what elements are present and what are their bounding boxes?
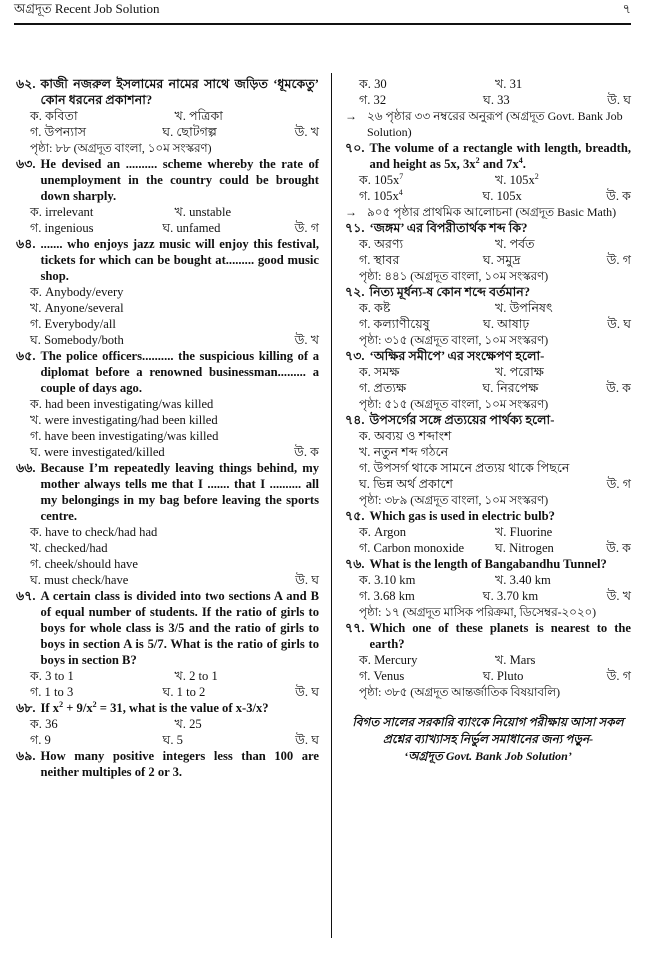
option: খ. নতুন শব্দ গঠনে: [359, 445, 449, 459]
answer: উ. গ: [606, 477, 631, 491]
option: খ. Mars: [495, 653, 536, 667]
page-header: [14, 3, 631, 21]
answer: উ. ঘ: [607, 317, 631, 331]
option: ক. Anybody/every: [30, 285, 124, 299]
option: ক. have to check/had had: [30, 525, 158, 539]
question-64: ৬৪. ....... who enjoys jazz music will enjoy this festival, tickets for which can be bought at......... good music shop. ক. Anybody/every খ. Anyone/several গ. Everybody/all ঘ. Somebody/both উ. খ: [16, 237, 319, 347]
question-67: ৬৭. A certain class is divided into two sections A and B of equal number of students. If the ratio of girls to boys for whole class is 3/5 and the ratio of girls to boys in section A is 5/7. What is the ratio of girls to boys in section B? ক. 3 to 1 খ. 2 to 1 গ. 1 to 3 ঘ. 1 to 2 উ. ঘ: [16, 589, 319, 699]
question-text: If $x^2 + 9/x^2 = 31$, what is the value of x-3/x?: [40, 699, 269, 715]
option: খ. checked/had: [30, 541, 108, 555]
answer: উ. ঘ: [295, 733, 319, 747]
question-text: Which one of these planets is nearest to the earth?: [369, 621, 631, 651]
answer: উ. গ: [606, 669, 631, 683]
answer: উ. ক: [606, 381, 631, 395]
question-text: Because I’m repeatedly leaving things behind, my mother always tells me that I ....... that I .......... all my belongings in my bag before leaving the sports centre.: [40, 461, 319, 523]
answer: উ. ক: [294, 445, 319, 459]
question-text: কাজী নজরুল ইসলামের নামের সাথে জড়িত ‘ধূমকেতু’ কোন ধরনের প্রকাশনা?: [40, 77, 319, 107]
question-text: He devised an .......... scheme whereby the rate of unemployment in the country could be brought down sharply.: [40, 157, 319, 203]
question-text: The police officers.......... the suspicious killing of a diplomat before a renowned businessman......... a couple of days ago.: [40, 349, 319, 395]
option: ঘ. were investigated/killed: [30, 445, 165, 459]
option: ঘ. ছোটগল্প: [162, 125, 217, 139]
answer: উ. ক: [606, 189, 631, 203]
promo-footer: বিগত সালের সরকারি ব্যাংকে নিয়োগ পরীক্ষায় আসা সকল প্রশ্নের ব্যাখ্যাসহ নির্ভুল সমাধানের জন্য পড়ুন- ‘অগ্রদূত Govt. Bank Job Solution’: [352, 715, 624, 763]
question-68: ৬৮. If $x^2 + 9/x^2 = 31$, what is the value of x-3/x? ক. 36 খ. 25 গ. 9 ঘ. 5 উ. ঘ: [16, 699, 319, 747]
arrow-icon: →: [345, 109, 357, 123]
option: ক. $105x^7$: [359, 171, 404, 187]
question-text: The volume of a rectangle with length, breadth, and height as 5x, $3x^2$ and $7x^4$.: [369, 141, 631, 171]
option: খ. 3.40 km: [495, 573, 551, 587]
question-text: Which gas is used in electric bulb?: [369, 509, 555, 523]
option: খ. Anyone/several: [30, 301, 124, 315]
question-text: ....... who enjoys jazz music will enjoy this festival, tickets for which can be bought at......... good music shop.: [40, 237, 319, 283]
question-73: ৭৩. ‘অক্ষির সমীপে’ এর সংক্ষেপণ হলো- ক. সমক্ষ খ. পরোক্ষ গ. প্রত্যক্ষ ঘ. নিরপেক্ষ উ. ক পৃষ্ঠা: ৫১৫ (অগ্রদূত বাংলা, ১০ম সংস্করণ): [345, 349, 631, 411]
option: ক. কবিতা: [30, 109, 78, 123]
option: গ. উপন্যাস: [30, 125, 87, 139]
question-77: ৭৭. Which one of these planets is nearest to the earth? ক. Mercury খ. Mars গ. Venus ঘ. Pluto উ. গ পৃষ্ঠা: ৩৮৫ (অগ্রদূত আন্তর্জাতিক বিষয়াবলি): [345, 621, 631, 699]
option: ঘ. ভিন্ন অর্থ প্রকাশে: [359, 477, 453, 491]
option: খ. $105x^2$: [495, 171, 539, 187]
option: ঘ. 1 to 2: [162, 685, 206, 699]
option: গ. Carbon monoxide: [359, 541, 465, 555]
option: ঘ. সমুদ্র: [482, 253, 521, 267]
option: গ. 1 to 3: [30, 685, 74, 699]
option: খ. পর্বত: [495, 237, 535, 251]
answer: উ. গ: [606, 253, 631, 267]
option: ঘ. আষাঢ়: [483, 317, 530, 331]
question-65: ৬৫. The police officers.......... the suspicious killing of a diplomat before a renowned businessman......... a couple of days ago. ক. had been investigating/was killed খ. were investigating/had been killed গ. have been investigating/was killed ঘ. were investigated/killed উ. ক: [16, 349, 319, 459]
page-number: ৭: [622, 1, 631, 16]
question-72: ৭২. নিত্য মূর্ধন্য-ষ কোন শব্দে বর্তমান? ক. কষ্ট খ. উপনিষৎ গ. কল্যাণীয়েষু ঘ. আষাঢ় উ. ঘ পৃষ্ঠা: ৩১৫ (অগ্রদূত বাংলা, ১০ম সংস্করণ): [345, 285, 631, 347]
header-rule: [14, 23, 631, 25]
option: গ. স্থাবর: [359, 253, 400, 267]
question-text: A certain class is divided into two sections A and B of equal number of students. If the ratio of girls to boys for whole class is 3/5 and the ratio of girls to boys in section A is 5/7. What is the ratio of girls to boys in section B?: [40, 589, 319, 667]
option: গ. কল্যাণীয়েষু: [359, 317, 430, 331]
answer: উ. গ: [294, 221, 319, 235]
option: ঘ. 5: [162, 733, 183, 747]
answer: উ. খ: [606, 589, 631, 603]
question-66: ৬৬. Because I’m repeatedly leaving things behind, my mother always tells me that I ....... that I .......... all my belongings in my bag before leaving the sports centre. ক. have to check/had had খ. checked/had গ. cheek/should have ঘ. must check/have উ. ঘ: [16, 461, 319, 587]
option: ক. Mercury: [359, 653, 418, 667]
option: গ. 3.68 km: [359, 589, 415, 603]
column-divider: [331, 73, 332, 938]
right-column: [345, 76, 631, 765]
option: ক. 3 to 1: [30, 669, 74, 683]
option: ক. সমক্ষ: [359, 365, 400, 379]
question-71: ৭১. ‘জঙ্গম’ এর বিপরীতার্থক শব্দ কি? ক. অরণ্য খ. পর্বত গ. স্থাবর ঘ. সমুদ্র উ. গ পৃষ্ঠা: ৪৪১ (অগ্রদূত বাংলা, ১০ম সংস্করণ): [345, 221, 631, 283]
question-69: ৬৯. How many positive integers less than 100 are neither multiples of 2 or 3.: [16, 749, 319, 779]
option: গ. Everybody/all: [30, 317, 116, 331]
answer: উ. ঘ: [295, 573, 319, 587]
option: ক. 3.10 km: [359, 573, 416, 587]
question-75: ৭৫. Which gas is used in electric bulb? ক. Argon খ. Fluorine গ. Carbon monoxide ঘ. Nitrogen উ. ক: [345, 509, 631, 555]
option: ক. কষ্ট: [359, 301, 391, 315]
option: গ. 9: [30, 733, 51, 747]
option: গ. have been investigating/was killed: [30, 429, 219, 443]
option: ঘ. must check/have: [30, 573, 129, 587]
question-63: ৬৩. He devised an .......... scheme whereby the rate of unemployment in the country could be brought down sharply. ক. irrelevant খ. unstable গ. ingenious ঘ. unfamed উ. গ: [16, 157, 319, 235]
question-text: ‘অক্ষির সমীপে’ এর সংক্ষেপণ হলো-: [369, 349, 545, 363]
question-74: ৭৪. উপসর্গের সঙ্গে প্রত্যয়ের পার্থক্য হলো- ক. অব্যয় ও শব্দাংশ খ. নতুন শব্দ গঠনে গ. উপসর্গ থাকে সামনে প্রত্যয় থাকে পিছনে ঘ. ভিন্ন অর্থ প্রকাশে উ. গ পৃষ্ঠা: ৩৮৯ (অগ্রদূত বাংলা, ১০ম সংস্করণ): [345, 413, 631, 507]
option: ঘ. Pluto: [482, 669, 524, 683]
left-column: [16, 76, 319, 780]
option: খ. পত্রিকা: [174, 109, 223, 123]
option: ঘ. নিরপেক্ষ: [482, 381, 539, 395]
option: ক. had been investigating/was killed: [30, 397, 214, 411]
option: ক. 30: [359, 77, 387, 91]
question-text: What is the length of Bangabandhu Tunnel?: [369, 557, 607, 571]
header-title: অগ্রদূত Recent Job Solution: [14, 1, 160, 16]
option: খ. 2 to 1: [174, 669, 218, 683]
option: ক. irrelevant: [30, 205, 94, 219]
option: ক. Argon: [359, 525, 407, 539]
option: ঘ. 105x: [482, 189, 522, 203]
page-reference: পৃষ্ঠা: ৩১৫ (অগ্রদূত বাংলা, ১০ম সংস্করণ): [359, 333, 549, 347]
option: ক. অব্যয় ও শব্দাংশ: [359, 429, 452, 443]
option: গ. Venus: [359, 669, 405, 683]
answer: উ. ঘ: [295, 685, 319, 699]
option: খ. were investigating/had been killed: [30, 413, 218, 427]
answer: উ. খ: [294, 333, 319, 347]
option: খ. unstable: [174, 205, 232, 219]
option: ঘ. Nitrogen: [495, 541, 554, 555]
question-69-options: [345, 76, 631, 140]
question-70: ৭০. The volume of a rectangle with length, breadth, and height as 5x, $3x^2$ and $7x^4$. ক. $105x^7$ খ. $105x^2$ গ. $105x^4$ ঘ. 105x উ. ক → ৯০৫ পৃষ্ঠার প্রাথমিক আলোচনা (অগ্রদূত Basic Math): [345, 141, 631, 219]
question-text: ‘জঙ্গম’ এর বিপরীতার্থক শব্দ কি?: [369, 221, 528, 235]
answer: উ. খ: [294, 125, 319, 139]
answer: উ. ঘ: [607, 93, 631, 107]
option: গ. cheek/should have: [30, 557, 138, 571]
question-text: How many positive integers less than 100 are neither multiples of 2 or 3.: [40, 749, 319, 779]
option: গ. উপসর্গ থাকে সামনে প্রত্যয় থাকে পিছনে: [359, 461, 570, 475]
option: খ. 31: [495, 77, 523, 91]
question-text: নিত্য মূর্ধন্য-ষ কোন শব্দে বর্তমান?: [369, 285, 531, 299]
page-reference: পৃষ্ঠা: ৩৮৫ (অগ্রদূত আন্তর্জাতিক বিষয়াবলি): [359, 685, 561, 699]
page-reference: পৃষ্ঠা: ৪৪১ (অগ্রদূত বাংলা, ১০ম সংস্করণ): [359, 269, 549, 283]
option: ক. 36: [30, 717, 58, 731]
note: → ৯০৫ পৃষ্ঠার প্রাথমিক আলোচনা (অগ্রদূত Basic Math): [345, 205, 617, 219]
option: খ. Fluorine: [495, 525, 553, 539]
option: খ. 25: [174, 717, 202, 731]
option: ঘ. 33: [483, 93, 510, 107]
question-76: ৭৬. What is the length of Bangabandhu Tunnel? ক. 3.10 km খ. 3.40 km গ. 3.68 km ঘ. 3.70 km উ. খ পৃষ্ঠা: ১৭ (অগ্রদূত মাসিক পরিক্রমা, ডিসেম্বর-২০২০): [345, 557, 631, 619]
option: খ. পরোক্ষ: [495, 365, 544, 379]
page-reference: পৃষ্ঠা: ৮৮ (অগ্রদূত বাংলা, ১০ম সংস্করণ): [30, 141, 212, 155]
question-62: ৬২. কাজী নজরুল ইসলামের নামের সাথে জড়িত ‘ধূমকেতু’ কোন ধরনের প্রকাশনা? ক. কবিতা খ. পত্রিকা গ. উপন্যাস ঘ. ছোটগল্প উ. খ পৃষ্ঠা: ৮৮ (অগ্রদূত বাংলা, ১০ম সংস্করণ): [16, 77, 319, 155]
option: গ. $105x^4$: [359, 187, 403, 203]
answer: উ. ক: [606, 541, 631, 555]
question-text: উপসর্গের সঙ্গে প্রত্যয়ের পার্থক্য হলো-: [369, 413, 555, 427]
option: গ. ingenious: [30, 221, 94, 235]
option: ঘ. Somebody/both: [30, 333, 124, 347]
option: গ. প্রত্যক্ষ: [359, 381, 407, 395]
option: ঘ. 3.70 km: [482, 589, 539, 603]
note: → ২৬ পৃষ্ঠার ৩৩ নম্বরের অনুরূপ (অগ্রদূত Govt. Bank Job Solution): [345, 109, 623, 139]
option: খ. উপনিষৎ: [495, 301, 553, 315]
page-reference: পৃষ্ঠা: ৫১৫ (অগ্রদূত বাংলা, ১০ম সংস্করণ): [359, 397, 549, 411]
page-reference: পৃষ্ঠা: ১৭ (অগ্রদূত মাসিক পরিক্রমা, ডিসেম্বর-২০২০): [359, 605, 597, 619]
option: গ. 32: [359, 93, 387, 107]
arrow-icon: →: [345, 205, 357, 219]
option: ঘ. unfamed: [162, 221, 221, 235]
option: ক. অরণ্য: [359, 237, 404, 251]
page-reference: পৃষ্ঠা: ৩৮৯ (অগ্রদূত বাংলা, ১০ম সংস্করণ): [359, 493, 549, 507]
